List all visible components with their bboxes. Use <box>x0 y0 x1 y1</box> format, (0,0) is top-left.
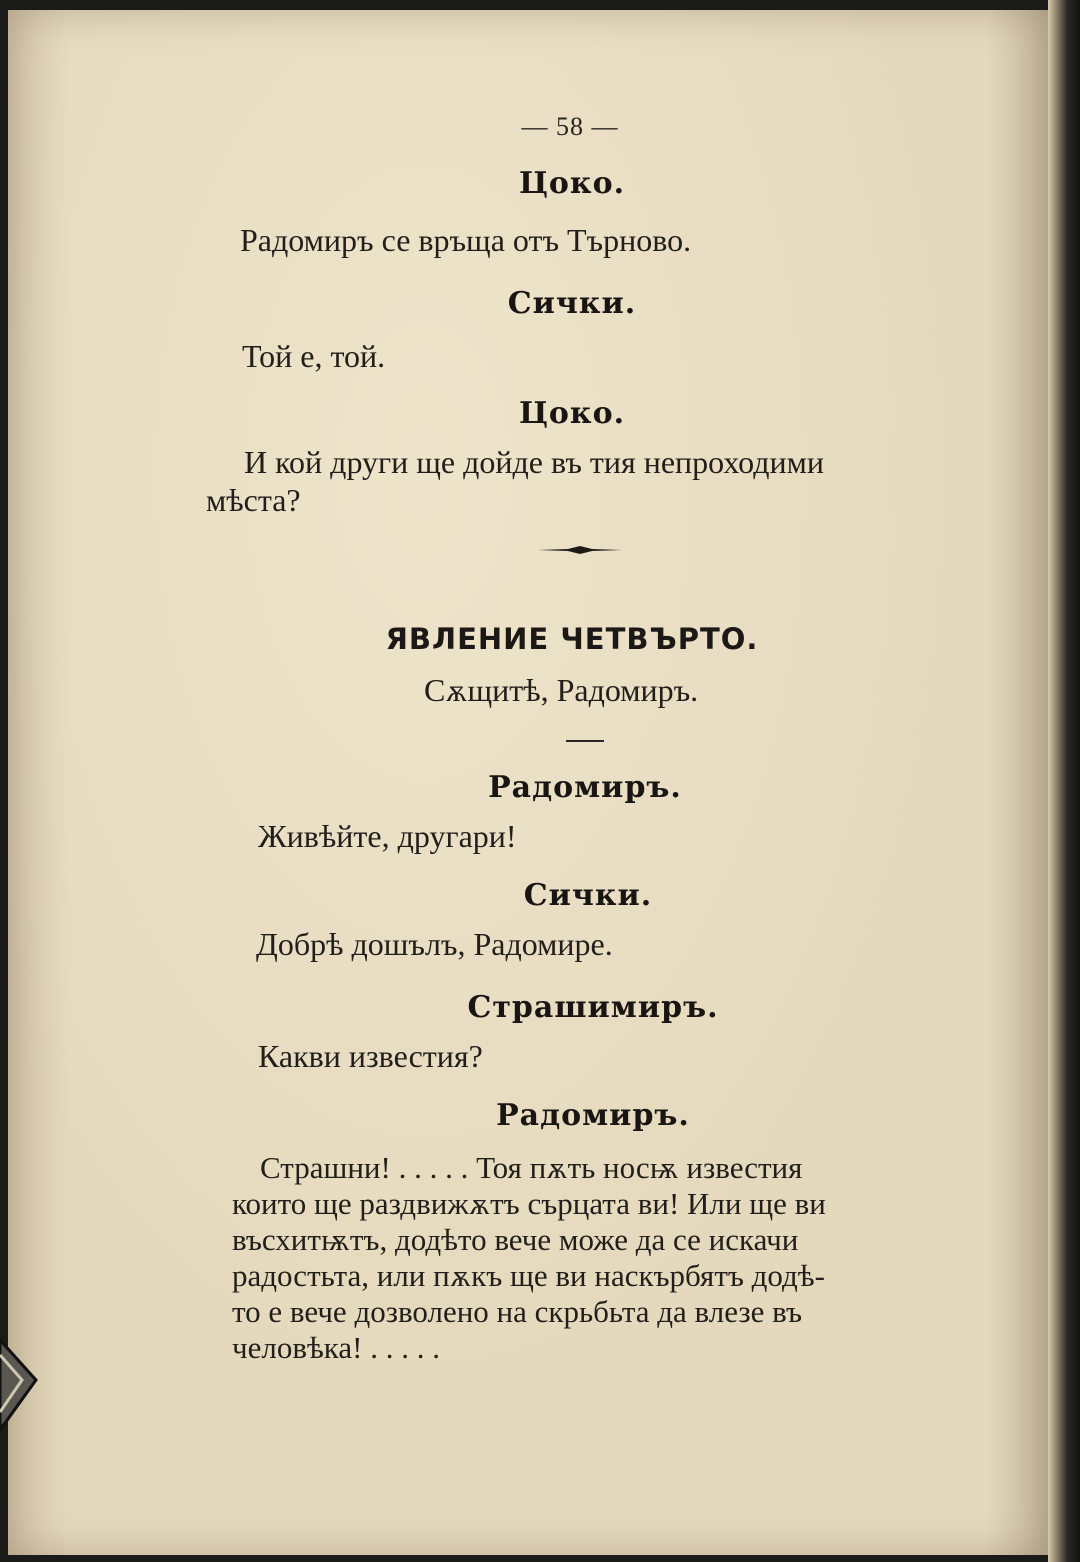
dialogue-line: Добрѣ дошълъ, Радомире. <box>256 926 613 962</box>
speaker-name: Цоко. <box>518 166 626 201</box>
speaker-name: Радомиръ. <box>496 1098 690 1133</box>
paragraph-line: радостьта, или пѫкъ ще ви наскърбятъ додѣ- <box>232 1258 825 1293</box>
dialogue-line: Радомиръ се връща отъ Търново. <box>240 222 692 258</box>
speaker-name: Сички. <box>523 878 653 913</box>
dialogue-line: мѣста? <box>206 482 301 518</box>
paragraph-line: то е вече дозволено на скрьбьта да влезе въ <box>232 1294 803 1329</box>
dialogue-line: И кой други ще дойде въ тия непроходими <box>244 444 824 480</box>
paragraph-line: които ще раздвижѫтъ сърцата ви! Или ще ви <box>232 1186 826 1221</box>
speaker-name: Страшимиръ. <box>467 990 719 1025</box>
scene-rule <box>566 740 604 742</box>
dialogue-line: Какви известия? <box>258 1038 483 1074</box>
dialogue-paragraph <box>232 1150 952 1366</box>
speaker-name: Цоко. <box>518 396 626 431</box>
dialogue-line: Живѣйте, другари! <box>258 818 517 854</box>
page-number: — 58 — <box>521 112 619 141</box>
paragraph-line: Страшни! . . . . . Тоя пѫть носѭ известия <box>260 1150 803 1185</box>
dialogue-line: Той е, той. <box>242 338 386 374</box>
speaker-name: Радомиръ. <box>488 770 682 805</box>
speaker-name: Сички. <box>507 286 637 321</box>
scene-title: ЯВЛЕНИЕ ЧЕТВЪРТО. <box>385 622 759 656</box>
section-divider <box>538 544 622 556</box>
paragraph-line: въсхитѭтъ, додѣто вече може да се искачи <box>232 1222 799 1257</box>
page-clip-icon <box>0 1330 40 1440</box>
scene-characters: Сѫщитѣ, Радомиръ. <box>424 672 699 708</box>
paragraph-line: человѣка! . . . . . <box>232 1330 440 1365</box>
